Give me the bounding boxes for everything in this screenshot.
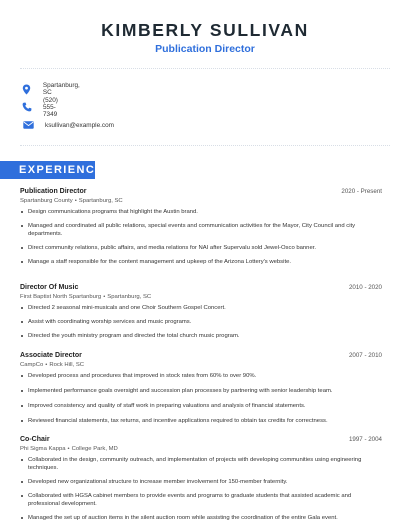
job-bullet: Directed the youth ministry program and directed the total church music program. bbox=[20, 332, 382, 340]
job-bullet: Assist with coordinating worship services and music programs. bbox=[20, 318, 382, 326]
job-org-location: Spartanburg, SC bbox=[107, 294, 152, 300]
envelope-icon bbox=[22, 119, 34, 131]
job-dates: 2007 - 2010 bbox=[348, 352, 382, 359]
job-bullet: Managed the set up of auction items in the silent auction room while assisting the coordination of the entire Gala event. bbox=[20, 514, 382, 522]
job-org-location: Spartanburg, SC bbox=[78, 198, 123, 204]
contact-location-text: Spartanburg, SC bbox=[42, 82, 80, 96]
job-entry bbox=[20, 435, 382, 522]
job-organization: CampCo • Rock Hill, SC bbox=[20, 362, 85, 368]
phone-icon bbox=[22, 101, 32, 113]
job-dates: 1997 - 2004 bbox=[348, 436, 382, 443]
job-org-location: Rock Hill, SC bbox=[49, 362, 85, 368]
job-entry bbox=[20, 351, 382, 425]
job-bullet: Developed process and procedures that improved in stock rates from 60% to over 90%. bbox=[20, 372, 382, 380]
job-organization: Spartanburg County • Spartanburg, SC bbox=[20, 198, 123, 204]
job-bullet: Manage a staff responsible for the content management and upkeep of the Arizona Lottery's website. bbox=[20, 258, 382, 266]
job-bullet: Reviewed financial statements, tax returns, and incentive applications required to obtain tax credits for correctness. bbox=[20, 417, 382, 425]
divider-bottom bbox=[20, 145, 390, 146]
job-organization: Phi Sigma Kappa • College Park, MD bbox=[20, 446, 118, 452]
job-org-name: Phi Sigma Kappa bbox=[20, 446, 66, 452]
contact-email-text: ksullivan@example.com bbox=[45, 121, 114, 129]
job-dates: 2020 - Present bbox=[341, 188, 382, 195]
job-bullet: Implemented performance goals oversight and succession plan processes by partnering with senior leadership team. bbox=[20, 387, 382, 395]
job-org-name: First Baptist North Spartanburg bbox=[20, 294, 102, 300]
job-org-name: Spartanburg County bbox=[20, 198, 73, 204]
job-bullet: Design communications programs that highlight the Austin brand. bbox=[20, 208, 382, 216]
job-entry bbox=[20, 187, 382, 266]
job-bullets bbox=[20, 372, 382, 425]
job-title: Associate Director bbox=[20, 352, 82, 359]
job-title: Director Of Music bbox=[20, 284, 79, 291]
job-org-name: CampCo bbox=[20, 362, 44, 368]
job-organization: First Baptist North Spartanburg • Spartanburg, SC bbox=[20, 294, 152, 300]
job-bullet: Improved consistency and quality of staff work in preparing valuations and analysis of financial statements. bbox=[20, 402, 382, 410]
job-title: Publication Director bbox=[20, 188, 87, 195]
job-bullet: Managed and coordinated all public relations, special events and communication activities for the Mayor, City Council and city departments. bbox=[20, 222, 382, 238]
contact-phone bbox=[20, 98, 60, 116]
contact-phone-text: (520) 555-7349 bbox=[43, 96, 58, 118]
job-bullet: Direct community relations, public affairs, and media relations for NAI after Supervalu sold Jewel-Osco banner. bbox=[20, 244, 382, 252]
contact-email bbox=[20, 116, 114, 134]
job-org-location: College Park, MD bbox=[71, 446, 118, 452]
job-bullets bbox=[20, 304, 382, 340]
location-pin-icon bbox=[22, 83, 32, 95]
contact-location bbox=[20, 80, 82, 98]
job-bullet: Collaborated in the design, community outreach, and implementation of projects with developing communities using engineering techniques. bbox=[20, 456, 382, 472]
job-bullet: Directed 2 seasonal mini-musicals and one Choir Southern Gospel Concert. bbox=[20, 304, 382, 312]
candidate-title: Publication Director bbox=[155, 43, 255, 55]
job-bullet: Developed new organizational structure to increase member involvement for 150-member fraternity. bbox=[20, 478, 382, 486]
job-bullets bbox=[20, 456, 382, 522]
job-title: Co-Chair bbox=[20, 436, 50, 443]
job-dates: 2010 - 2020 bbox=[348, 284, 382, 291]
section-title-experience: EXPERIENCE bbox=[19, 164, 104, 176]
candidate-name: KIMBERLY SULLIVAN bbox=[101, 20, 309, 40]
job-bullets bbox=[20, 208, 382, 266]
resume-header bbox=[0, 0, 410, 56]
divider-top bbox=[20, 68, 390, 69]
job-bullet: Collaborated with HGSA cabinet members to provide events and programs to graduate students that assisted academic and professional development. bbox=[20, 492, 382, 508]
job-entry bbox=[20, 283, 382, 340]
